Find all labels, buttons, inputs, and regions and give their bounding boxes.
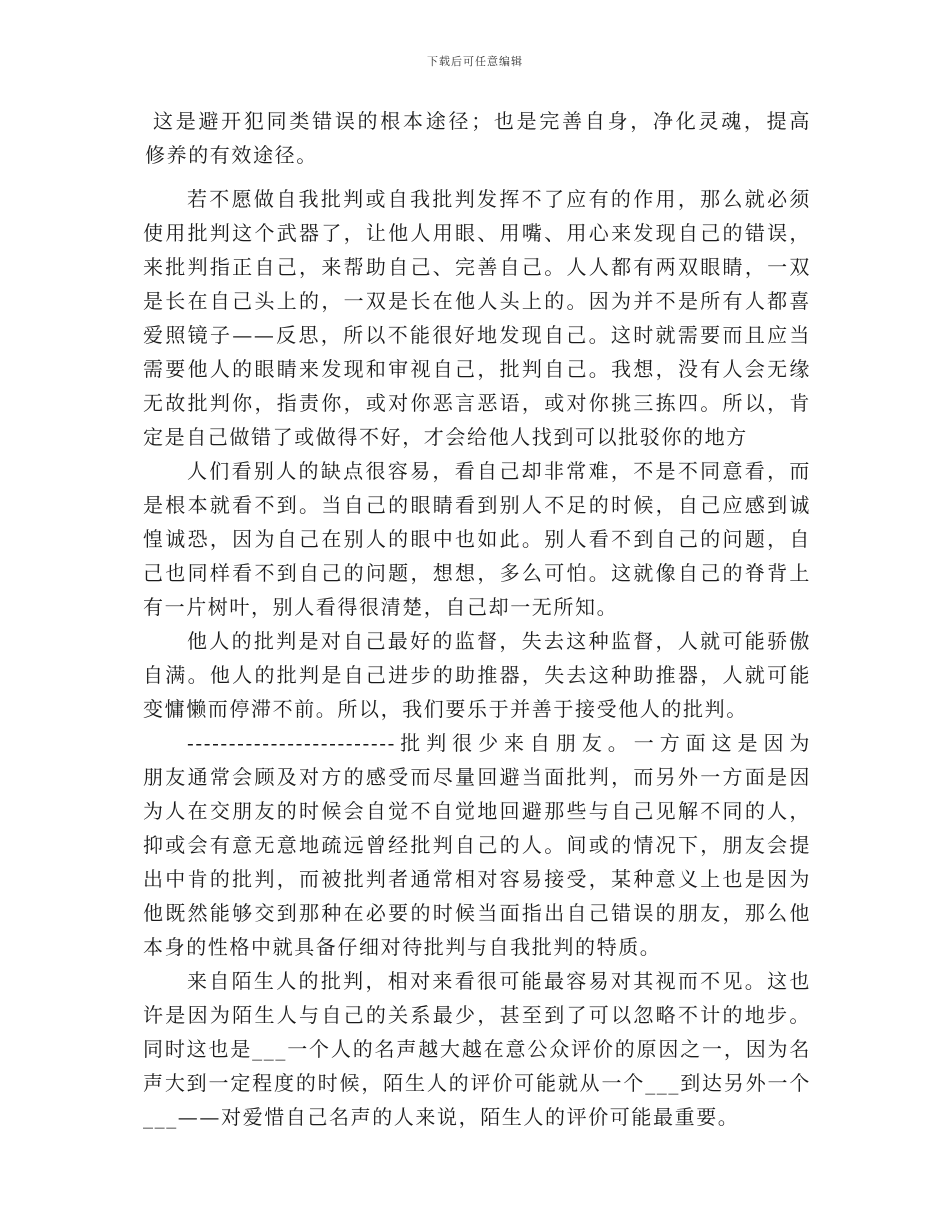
text-line: 使用批判这个武器了，让他人用眼、用嘴、用心来发现自己的错误， — [143, 221, 811, 245]
text-line: 朋友通常会顾及对方的感受而尽量回避当面批判，而另外一方面是因 — [143, 765, 811, 789]
text-line: 为人在交朋友的时候会自觉不自觉地回避那些与自己见解不同的人， — [143, 799, 811, 823]
text-line: 来自陌生人的批判，相对来看很可能最容易对其视而不见。这也 — [187, 969, 811, 993]
text-line: 是根本就看不到。当自己的眼睛看到别人不足的时候，自己应感到诚 — [143, 493, 811, 517]
text-line: 声大到一定程度的时候，陌生人的评价可能就从一个___到达另外一个 — [143, 1071, 811, 1095]
text-line: 惶诚恐，因为自己在别人的眼中也如此。别人看不到自己的问题，自 — [143, 527, 811, 551]
text-line: -------------------------批判很少来自朋友。一方面这是因为 — [187, 731, 811, 755]
text-line: 他既然能够交到那种在必要的时候当面指出自己错误的朋友，那么他 — [143, 901, 811, 925]
text-line: 修养的有效途径。 — [145, 143, 318, 167]
text-line: 无故批判你，指责你，或对你恶言恶语，或对你挑三拣四。所以，肯 — [143, 391, 811, 415]
text-line: 若不愿做自我批判或自我批判发挥不了应有的作用，那么就必须 — [187, 187, 811, 211]
text-line: 同时这也是___一个人的名声越大越在意公众评价的原因之一，因为名 — [143, 1037, 811, 1061]
text-line: 定是自己做错了或做得不好，才会给他人找到可以批驳你的地方 — [143, 425, 748, 449]
text-line: ___——对爱惜自己名声的人来说，陌生人的评价可能最重要。 — [143, 1105, 740, 1129]
text-line: 变慵懒而停滞不前。所以，我们要乐于并善于接受他人的批判。 — [143, 697, 748, 721]
text-line: 是长在自己头上的，一双是长在他人头上的。因为并不是所有人都喜 — [143, 289, 811, 313]
text-line: 己也同样看不到自己的问题，想想，多么可怕。这就像自己的脊背上 — [143, 561, 811, 585]
text-line: 许是因为陌生人与自己的关系最少，甚至到了可以忽略不计的地步。 — [143, 1003, 811, 1027]
text-line: 有一片树叶，别人看得很清楚，自己却一无所知。 — [143, 595, 619, 619]
text-line: 出中肯的批判，而被批判者通常相对容易接受，某种意义上也是因为 — [143, 867, 811, 891]
text-line: 爱照镜子——反思，所以不能很好地发现自己。这时就需要而且应当 — [143, 323, 811, 347]
text-line: 本身的性格中就具备仔细对待批判与自我批判的特质。 — [143, 935, 662, 959]
paragraph-gap — [143, 172, 811, 182]
text-line: 需要他人的眼睛来发现和审视自己，批判自己。我想，没有人会无缘 — [143, 357, 811, 381]
text-line: 抑或会有意无意地疏远曾经批判自己的人。间或的情况下，朋友会提 — [143, 833, 811, 857]
text-line: 这是避开犯同类错误的根本途径；也是完善自身，净化灵魂，提高 — [153, 109, 811, 133]
text-line: 自满。他人的批判是自己进步的助推器，失去这种助推器，人就可能 — [143, 663, 811, 687]
text-line: 人们看别人的缺点很容易，看自己却非常难，不是不同意看，而 — [187, 459, 811, 483]
text-line: 来批判指正自己，来帮助自己、完善自己。人人都有两双眼睛，一双 — [143, 255, 811, 279]
document-body — [143, 104, 811, 1134]
page-header: 下载后可任意编辑 — [427, 55, 523, 68]
text-line: 他人的批判是对自己最好的监督，失去这种监督，人就可能骄傲 — [187, 629, 811, 653]
